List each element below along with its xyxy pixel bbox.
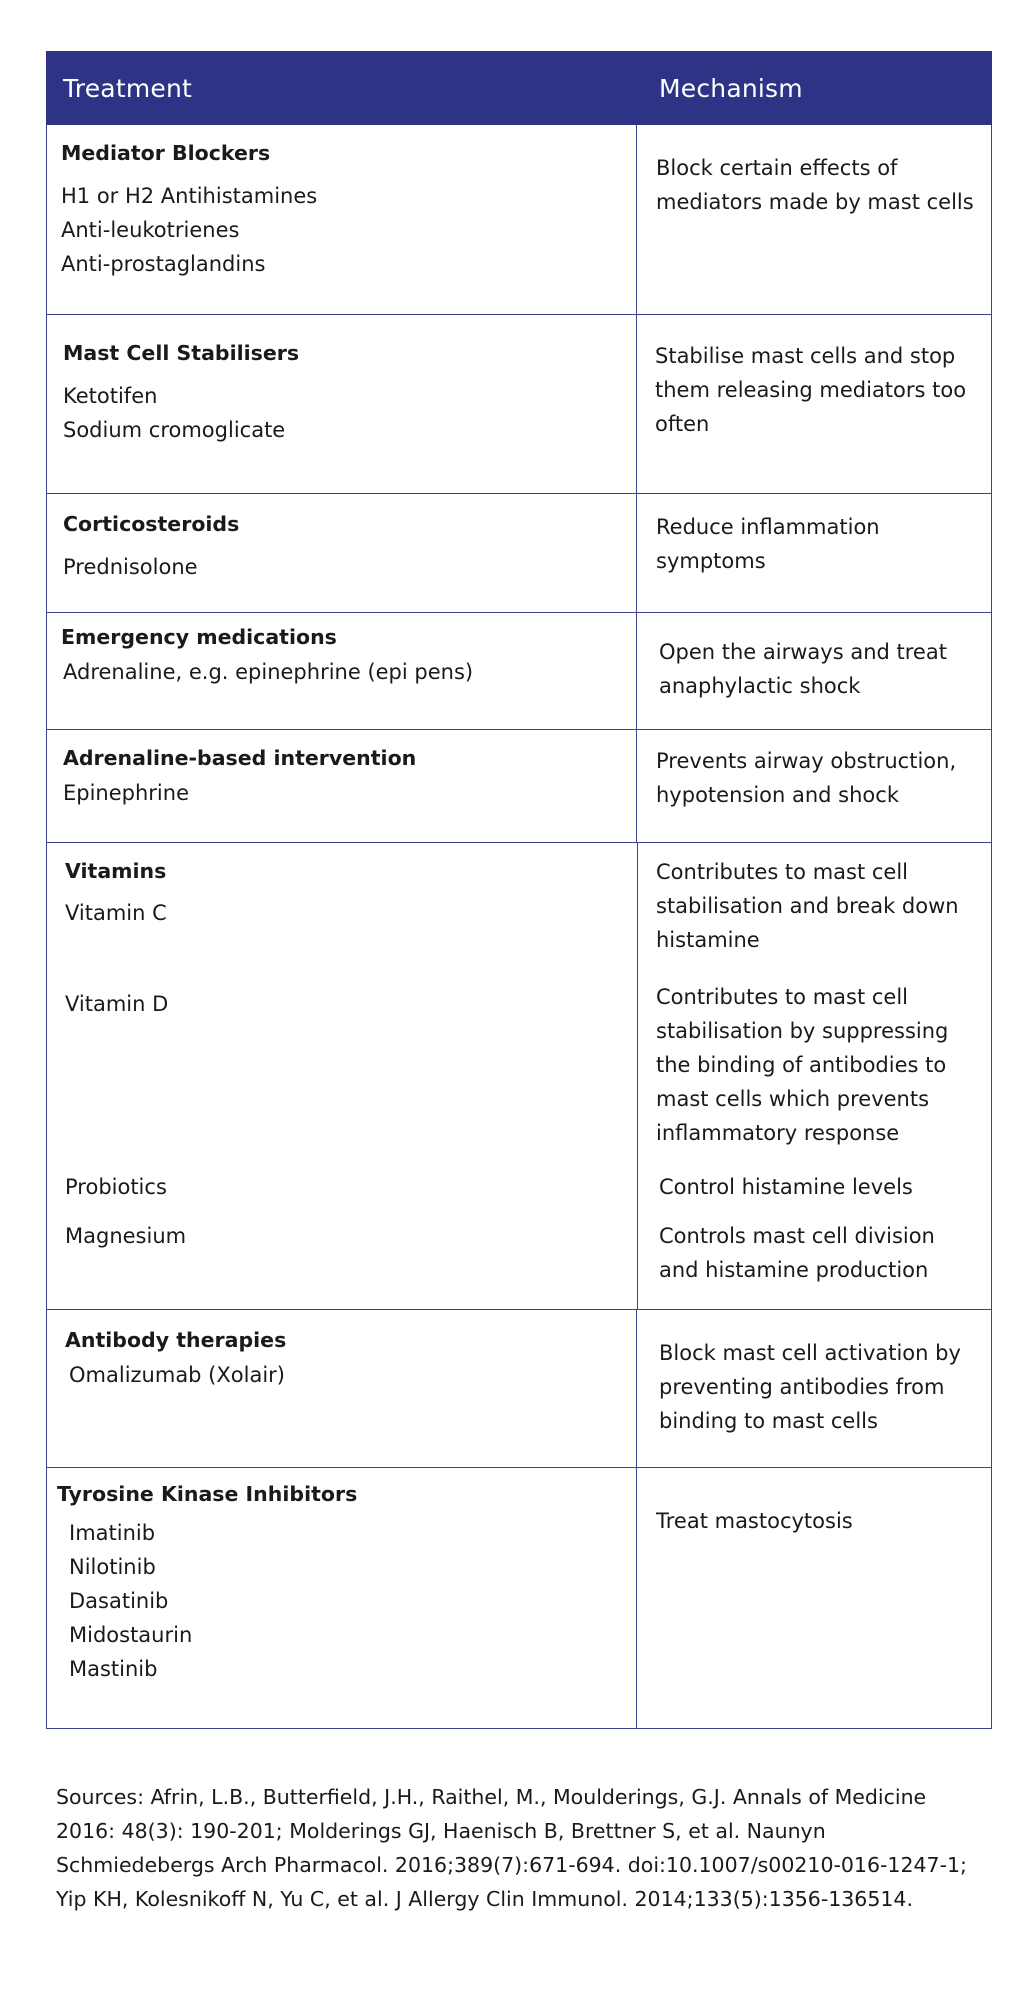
sub-item-mechanism: Contributes to mast cell stabilisation and break down histamine [656,860,959,952]
sub-item-mechanism: Control histamine levels [659,1175,913,1199]
table-row [47,1309,991,1467]
mechanism-text: Stabilise mast cells and stop them releasing mediators too often [655,344,967,436]
table-row [47,842,991,1309]
treatment-cell [47,494,637,612]
sub-item-name: Vitamin C [65,901,167,925]
category-title: Adrenaline-based intervention [63,746,417,770]
list-item: Epinephrine [63,781,189,805]
treatment-cell [47,613,637,729]
header-treatment: Treatment [63,73,193,103]
table-row [47,729,991,842]
mechanism-cell [637,125,991,314]
mechanism-text: Treat mastocytosis [656,1509,853,1533]
list-item: Anti-leukotrienes [61,218,240,242]
treatment-list [61,655,636,689]
treatment-list [57,1516,636,1686]
treatment-list [65,1358,636,1392]
treatment-cell [47,125,637,314]
list-item: Mastinib [69,1657,158,1681]
treatment-cell [47,1468,637,1728]
mechanism-text: Block mast cell activation by preventing antibodies from binding to mast cells [659,1341,961,1433]
column-divider [637,843,638,1309]
category-title: Corticosteroids [63,512,240,536]
mechanism-text: Prevents airway obstruction, hypotension and shock [656,749,957,807]
list-item: H1 or H2 Antihistamines [61,184,318,208]
mechanism-cell [637,494,991,612]
sources-citation: Sources: Afrin, L.B., Butterfield, J.H., Raithel, M., Moulderings, G.J. Annals of Medicine 2016: 48(3): 190-201; Molderings GJ, Haenisch B, Brettner S, et al. Naunyn Schmiedebergs Arch Pharmacol. 2016;389(7):671-694. doi:10.1007/s00210-016-1247-1; Yip KH, Kolesnikoff N, Yu C, et al. J Allergy Clin Immunol. 2014;133(5):1356-136514. [56,1785,967,1911]
sub-item-mechanism: Controls mast cell division and histamine production [659,1224,935,1282]
treatment-cell [47,315,637,493]
list-item: Sodium cromoglicate [63,418,286,442]
list-item: Omalizumab (Xolair) [69,1363,285,1387]
mechanism-cell [637,315,991,493]
category-title: Vitamins [65,859,167,883]
table-row [47,1467,991,1728]
treatment-list [63,379,636,447]
table-row [47,612,991,729]
treatment-list [63,776,636,810]
treatment-cell [47,1310,637,1467]
list-item: Prednisolone [63,555,198,579]
mechanism-cell [637,613,991,729]
table-row [47,314,991,493]
table-header [46,51,992,125]
mechanism-text: Reduce inflammation symptoms [656,515,880,573]
list-item: Imatinib [69,1521,156,1545]
mechanism-text: Block certain effects of mediators made by mast cells [656,156,974,214]
sub-item-mechanism: Contributes to mast cell stabilisation by suppressing the binding of antibodies to mast cells which prevents inflammatory response [656,985,949,1145]
table-body [46,125,992,1729]
treatment-cell [47,730,637,842]
category-title: Mast Cell Stabilisers [63,341,300,365]
mechanism-cell [637,1468,991,1728]
treatment-list [63,550,636,584]
list-item: Midostaurin [69,1623,193,1647]
sub-item-name: Probiotics [65,1175,167,1199]
table-row [47,493,991,612]
treatment-table [46,51,992,1729]
mechanism-cell [637,1310,991,1467]
category-title: Emergency medications [61,625,337,649]
list-item: Dasatinib [69,1589,169,1613]
list-item: Adrenaline, e.g. epinephrine (epi pens) [63,660,474,684]
list-item: Nilotinib [69,1555,156,1579]
mechanism-cell [637,730,991,842]
sub-item-name: Vitamin D [65,992,169,1016]
treatment-list [61,179,636,281]
mechanism-text: Open the airways and treat anaphylactic shock [659,640,947,698]
sub-item-name: Magnesium [65,1224,187,1248]
table-row [47,125,991,314]
list-item: Ketotifen [63,384,158,408]
category-title: Tyrosine Kinase Inhibitors [57,1482,358,1506]
list-item: Anti-prostaglandins [61,252,266,276]
category-title: Mediator Blockers [61,141,271,165]
header-mechanism: Mechanism [659,73,803,103]
category-title: Antibody therapies [65,1328,287,1352]
